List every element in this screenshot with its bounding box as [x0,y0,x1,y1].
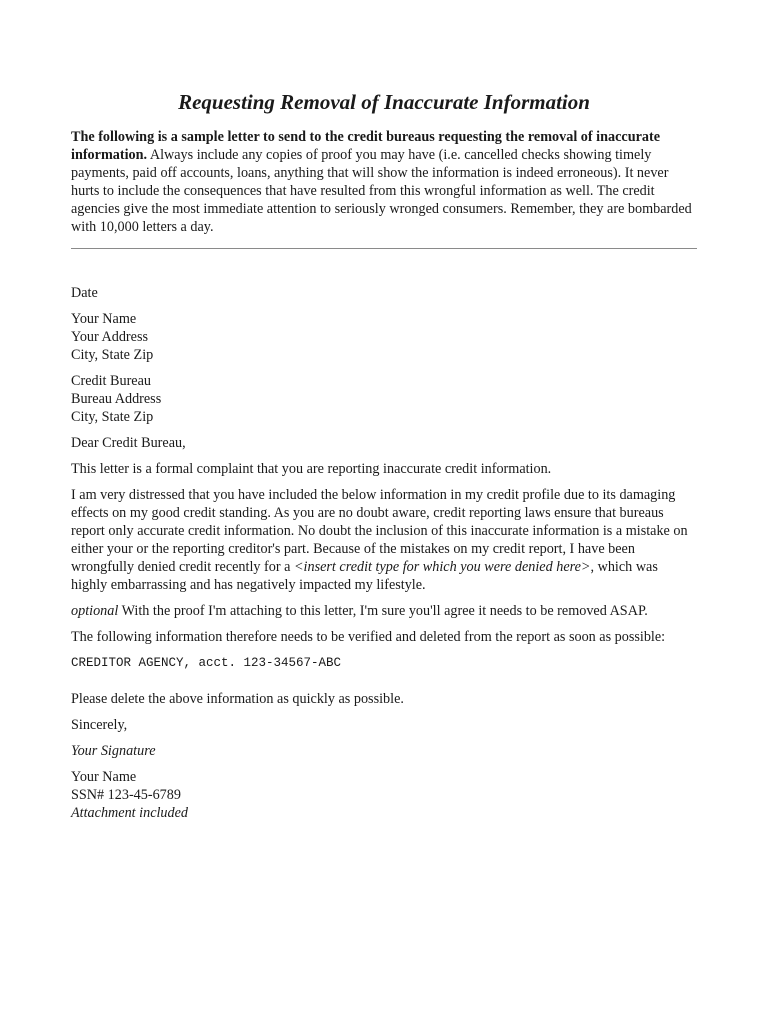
intro-lead: The following is a sample letter to send to the credit bureaus requesting the removal of inaccurate information. [71,129,660,163]
letter-paragraph-3 [71,602,697,620]
credit-type-placeholder: <insert credit type for which you were denied here> [293,559,591,575]
sender-address-block [71,310,697,364]
letter-date: Date [71,285,98,301]
sender-address: Your Address [71,329,148,345]
sender-city: City, State Zip [71,347,154,363]
letter-paragraph-5: Please delete the above information as quickly as possible. [71,691,404,707]
letter-paragraph-1: This letter is a formal complaint that you are reporting inaccurate credit information. [71,461,552,477]
footer-ssn: SSN# 123-45-6789 [71,787,181,803]
paragraph-2-text: I am very distressed that you have included the below information in my credit profile due to its damaging effects on my good credit standing. As you are no doubt aware, credit reporting laws ensure that bureaus report only accurate credit information. No doubt the inclusion of this inaccurate information is a mistake on either your or the reporting creditor's part. Because of the mistakes on my credit report, I have been wrongfully denied credit recently for a [71,487,688,575]
intro-paragraph [71,128,697,236]
account-line: CREDITOR AGENCY, acct. 123-34567-ABC [71,656,342,670]
optional-marker: optional [71,603,119,619]
signature: Your Signature [71,743,156,759]
salutation: Dear Credit Bureau, [71,435,186,451]
recipient-address: Bureau Address [71,391,162,407]
document-content [71,88,697,830]
footer-block [71,768,697,822]
letter-paragraph-2 [71,486,697,594]
page-title: Requesting Removal of Inaccurate Information [178,90,590,114]
intro-body: Always include any copies of proof you may have (i.e. cancelled checks showing timely payments, paid off accounts, loans, anything that will show the information is indeed erroneous). It never hurts to include the consequences that have resulted from this wrongful information as well. The credit agencies give the most immediate attention to seriously wronged consumers. Remember, they are bombarded with 10,000 letters a day. [71,147,692,235]
footer-attachment: Attachment included [71,805,189,821]
sender-name: Your Name [71,311,137,327]
closing: Sincerely, [71,717,128,733]
recipient-name: Credit Bureau [71,373,151,389]
recipient-city: City, State Zip [71,409,154,425]
paragraph-3-text: With the proof I'm attaching to this letter, I'm sure you'll agree it needs to be removed ASAP. [118,603,648,619]
letter-paragraph-4: The following information therefore needs to be verified and deleted from the report as soon as possible: [71,629,666,645]
footer-name: Your Name [71,769,137,785]
divider [71,248,697,249]
recipient-address-block [71,372,697,426]
paragraph-2-tail: , which was highly embarrassing and has negatively impacted my lifestyle. [71,559,658,593]
sample-letter [71,284,697,822]
